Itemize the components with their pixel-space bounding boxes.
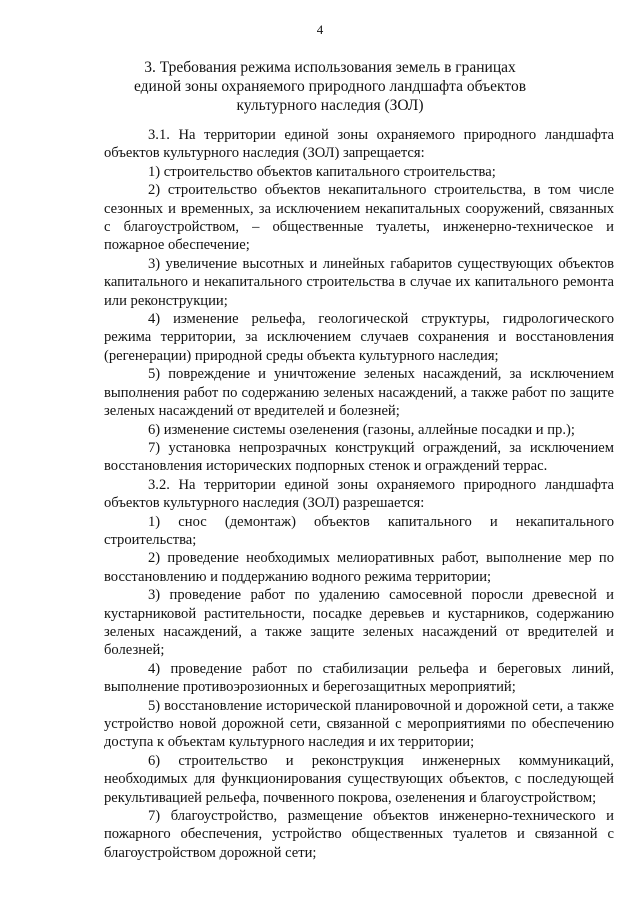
page-number: 4 bbox=[316, 22, 324, 37]
permitted-item-3: 3) проведение работ по удалению самосевной поросли древесной и кустарниковой растительности, посадке деревьев и кустарников, содержанию зеленых насаждений, а также защите зеленых насаждений от вредителей и болезней; bbox=[104, 587, 614, 659]
prohibited-item-5: 5) повреждение и уничтожение зеленых насаждений, за исключением выполнения работ по содержанию зеленых насаждений, а также работ по защите зеленых насаждений от вредителей и болезней; bbox=[104, 366, 614, 420]
permitted-item-6: 6) строительство и реконструкция инженерных коммуникаций, необходимых для функционирования существующих объектов, с последующей рекультивацией рельефа, почвенного покрова, озеленения и благоустройством; bbox=[104, 752, 614, 806]
section-title: 3. Требования режима использования земель в границах единой зоны охраняемого природного ландшафта объектов культурного наследия (ЗОЛ) bbox=[133, 59, 527, 114]
permitted-item-1: 1) снос (демонтаж) объектов капитального и некапитального строительства; bbox=[104, 513, 614, 548]
permitted-item-2: 2) проведение необходимых мелиоративных работ, выполнение мер по восстановлению и поддержанию водного режима территории; bbox=[104, 550, 614, 585]
prohibited-item-7: 7) установка непрозрачных конструкций ограждений, за исключением восстановления исторических подпорных стенок и ограждений террас. bbox=[104, 439, 614, 475]
prohibited-item-4: 4) изменение рельефа, геологической структуры, гидрологического режима территории, за исключением случаев сохранения и восстановления (регенерации) природной среды объекта культурного наследия; bbox=[104, 311, 614, 364]
document-body bbox=[104, 126, 614, 862]
prohibited-item-2: 2) строительство объектов некапитального строительства, в том числе сезонных и временных, за исключением некапитальных сооружений, связанных с благоустройством, – общественные туалеты, инженерно-техническое и пожарное обеспечение; bbox=[104, 182, 614, 254]
paragraph-3-1-intro: 3.1. На территории единой зоны охраняемого природного ландшафта объектов культурного наследия (ЗОЛ) запрещается: bbox=[104, 127, 614, 162]
permitted-item-5: 5) восстановление исторической планировочной и дорожной сети, а также устройство новой дорожной сети, связанной с мероприятиями по обеспечению доступа к объектам культурного наследия и их территории; bbox=[104, 697, 614, 751]
permitted-item-4: 4) проведение работ по стабилизации рельефа и береговых линий, выполнение противоэрозионных и берегозащитных мероприятий; bbox=[104, 660, 614, 696]
paragraph-3-2-intro: 3.2. На территории единой зоны охраняемого природного ландшафта объектов культурного наследия (ЗОЛ) разрешается: bbox=[104, 476, 614, 512]
prohibited-item-6: 6) изменение системы озеленения (газоны, аллейные посадки и пр.); bbox=[148, 421, 575, 438]
prohibited-item-1: 1) строительство объектов капитального строительства; bbox=[148, 163, 496, 180]
prohibited-item-3: 3) увеличение высотных и линейных габаритов существующих объектов капитального и некапитального строительства в случае их капитального ремонта или реконструкции; bbox=[104, 255, 614, 309]
permitted-item-7: 7) благоустройство, размещение объектов инженерно-технического и пожарного обеспечения, устройство общественных туалетов и связанной с благоустройством дорожной сети; bbox=[104, 808, 614, 861]
